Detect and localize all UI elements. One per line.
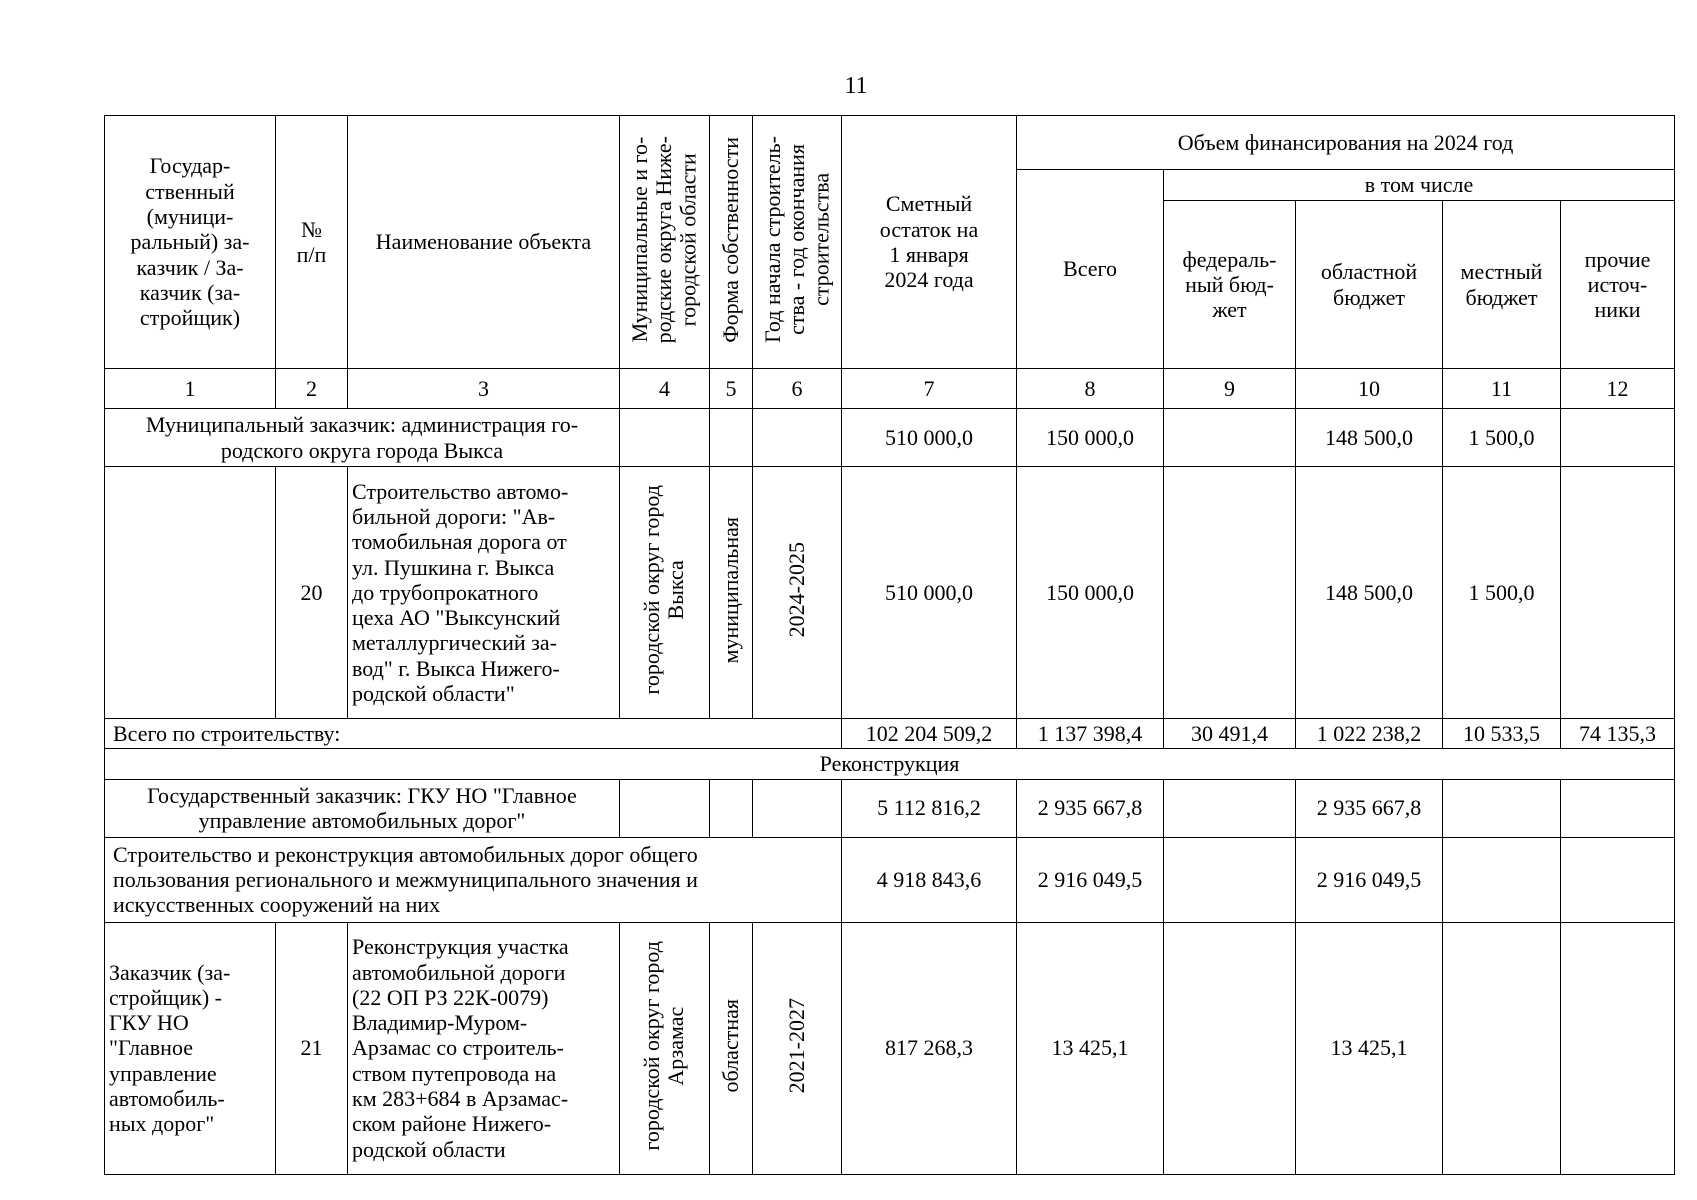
ownership-cell: областная — [710, 922, 753, 1174]
total-construction-label: Всего по строительству: — [105, 719, 842, 749]
header-customer: Государ- ственный (муници- pальный) за- казчик / За- казчик (за- стройщик) — [105, 116, 276, 369]
row-number: 20 — [276, 467, 348, 719]
section-title: Реконструкция — [105, 749, 1675, 779]
col-number: 11 — [1443, 369, 1561, 409]
municipal-customer-row — [105, 409, 1675, 467]
other-value — [1561, 409, 1675, 467]
object-name: Реконструкция участка автомобильной дороги (22 ОП РЗ 22К-0079) Владимир-Муром- Арзамас со строитель- ством путепровода на км 283+684 в Арзамас- ском районе Нижего- родской области — [348, 922, 620, 1174]
customer-cell — [105, 467, 276, 719]
header-municipal: Муниципальные и го- родские округа Ниже- городской области — [620, 116, 710, 369]
regional-value: 148 500,0 — [1296, 467, 1443, 719]
empty-cell — [753, 779, 842, 837]
financing-table — [104, 115, 1675, 1175]
header-other: прочие источ- ники — [1561, 201, 1675, 369]
federal-value — [1164, 409, 1296, 467]
regional-value: 2 916 049,5 — [1296, 837, 1443, 922]
estimate-value: 817 268,3 — [842, 922, 1017, 1174]
header-financing: Объем финансирования на 2024 год — [1017, 116, 1675, 170]
years-cell: 2024-2025 — [753, 467, 842, 719]
empty-cell — [620, 409, 710, 467]
total-value: 2 916 049,5 — [1017, 837, 1164, 922]
col-number: 10 — [1296, 369, 1443, 409]
other-value: 74 135,3 — [1561, 719, 1675, 749]
total-value: 1 137 398,4 — [1017, 719, 1164, 749]
federal-value — [1164, 922, 1296, 1174]
table-row — [105, 922, 1675, 1174]
col-number: 8 — [1017, 369, 1164, 409]
col-number: 7 — [842, 369, 1017, 409]
estimate-value: 4 918 843,6 — [842, 837, 1017, 922]
col-number: 6 — [753, 369, 842, 409]
estimate-value: 510 000,0 — [842, 467, 1017, 719]
section-row — [105, 749, 1675, 779]
municipal-cell: городской округ город Арзамас — [620, 922, 710, 1174]
header-local: местный бюджет — [1443, 201, 1561, 369]
estimate-value: 510 000,0 — [842, 409, 1017, 467]
other-value — [1561, 922, 1675, 1174]
col-number: 4 — [620, 369, 710, 409]
local-value: 10 533,5 — [1443, 719, 1561, 749]
header-total: Всего — [1017, 170, 1164, 369]
local-value: 1 500,0 — [1443, 467, 1561, 719]
regional-value: 148 500,0 — [1296, 409, 1443, 467]
header-regional: областной бюджет — [1296, 201, 1443, 369]
municipal-cell: городской округ город Выкса — [620, 467, 710, 719]
estimate-value: 102 204 509,2 — [842, 719, 1017, 749]
header-num: № п/п — [276, 116, 348, 369]
state-customer-row — [105, 779, 1675, 837]
regional-value: 1 022 238,2 — [1296, 719, 1443, 749]
header-federal: федераль- ный бюд- жет — [1164, 201, 1296, 369]
federal-value — [1164, 837, 1296, 922]
header-object-name: Наименование объекта — [348, 116, 620, 369]
local-value: 1 500,0 — [1443, 409, 1561, 467]
municipal-customer-label: Муниципальный заказчик: администрация го- родского округа города Выкса — [105, 409, 620, 467]
other-value — [1561, 837, 1675, 922]
local-value — [1443, 837, 1561, 922]
federal-value — [1164, 779, 1296, 837]
road-group-row — [105, 837, 1675, 922]
total-construction-row — [105, 719, 1675, 749]
page-number: 11 — [844, 73, 868, 99]
regional-value: 13 425,1 — [1296, 922, 1443, 1174]
empty-cell — [710, 409, 753, 467]
col-number: 1 — [105, 369, 276, 409]
empty-cell — [753, 409, 842, 467]
federal-value: 30 491,4 — [1164, 719, 1296, 749]
header-including: в том числе — [1164, 170, 1675, 201]
column-number-row — [105, 369, 1675, 409]
col-number: 2 — [276, 369, 348, 409]
total-value: 2 935 667,8 — [1017, 779, 1164, 837]
years-cell: 2021-2027 — [753, 922, 842, 1174]
total-value: 13 425,1 — [1017, 922, 1164, 1174]
object-name: Строительство автомо- бильной дороги: "Ав- томобильная дорога от ул. Пушкина г. Выкса до трубопрокатного цеха АО "Выксунский металлургический за- вод" г. Выкса Нижего- родской области" — [348, 467, 620, 719]
col-number: 9 — [1164, 369, 1296, 409]
customer-cell: Заказчик (за- стройщик) - ГКУ НО "Главное управление автомобиль- ных дорог" — [105, 922, 276, 1174]
header-years: Год начала строитель- ства - год окончания строительства — [753, 116, 842, 369]
other-value — [1561, 467, 1675, 719]
col-number: 3 — [348, 369, 620, 409]
road-group-label: Строительство и реконструкция автомобильных дорог общего пользования регионального и межмуниципального значения и искусственных сооружений на них — [105, 837, 842, 922]
header-estimate: Сметный остаток на 1 января 2024 года — [842, 116, 1017, 369]
ownership-cell: муниципальная — [710, 467, 753, 719]
empty-cell — [620, 779, 710, 837]
regional-value: 2 935 667,8 — [1296, 779, 1443, 837]
header-ownership: Форма собственности — [710, 116, 753, 369]
total-value: 150 000,0 — [1017, 467, 1164, 719]
other-value — [1561, 779, 1675, 837]
local-value — [1443, 922, 1561, 1174]
federal-value — [1164, 467, 1296, 719]
empty-cell — [710, 779, 753, 837]
state-customer-label: Государственный заказчик: ГКУ НО "Главное управление автомобильных дорог" — [105, 779, 620, 837]
local-value — [1443, 779, 1561, 837]
col-number: 12 — [1561, 369, 1675, 409]
estimate-value: 5 112 816,2 — [842, 779, 1017, 837]
table-row — [105, 467, 1675, 719]
row-number: 21 — [276, 922, 348, 1174]
col-number: 5 — [710, 369, 753, 409]
total-value: 150 000,0 — [1017, 409, 1164, 467]
